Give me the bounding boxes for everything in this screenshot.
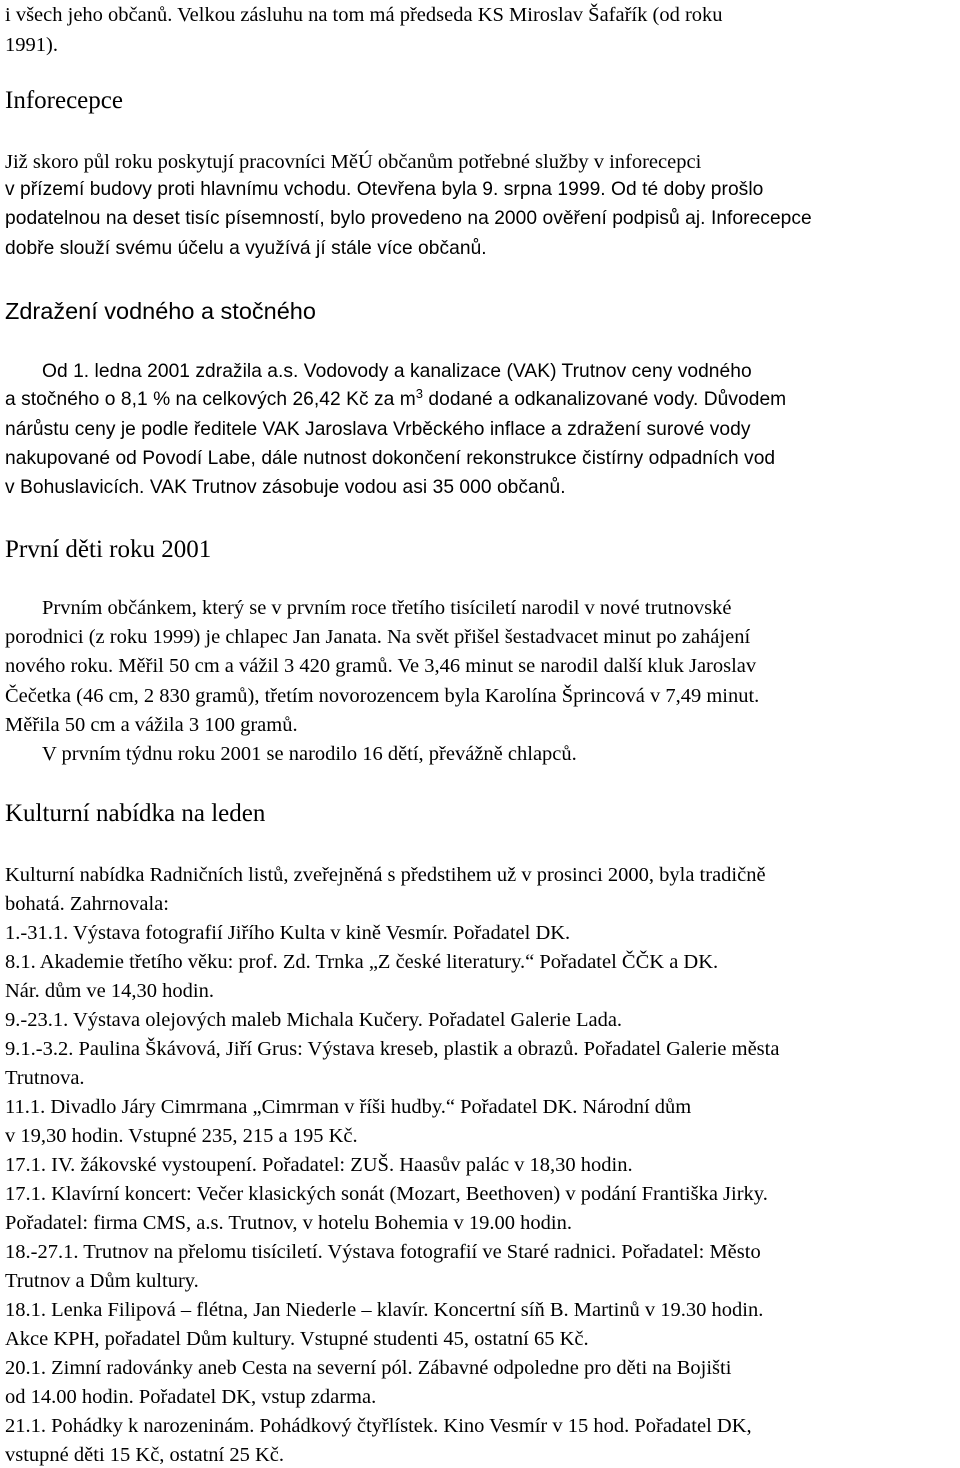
event-line: 17.1. Klavírní koncert: Večer klasických sonát (Mozart, Beethoven) v podání Františka Jirky.	[5, 1183, 768, 1205]
event-line: 20.1. Zimní radovánky aneb Cesta na severní pól. Zábavné odpoledne pro děti na Bojišti	[5, 1357, 732, 1379]
event-line: 18.-27.1. Trutnov na přelomu tisíciletí. Výstava fotografií ve Staré radnici. Pořadatel: Město	[5, 1241, 761, 1263]
text-span: dodané a odkanalizované vody. Důvodem	[423, 389, 787, 410]
event-line: 9.-23.1. Výstava olejových maleb Michala Kučery. Pořadatel Galerie Lada.	[5, 1009, 623, 1031]
event-line: v 19,30 hodin. Vstupné 235, 215 a 195 Kč.	[5, 1125, 358, 1147]
paragraph-line: Již skoro půl roku poskytují pracovníci MěÚ občanům potřebné služby v inforecepci	[5, 151, 702, 173]
event-line: 17.1. IV. žákovské vystoupení. Pořadatel: ZUŠ. Haasův palác v 18,30 hodin.	[5, 1154, 633, 1176]
paragraph-line: v přízemí budovy proti hlavnímu vchodu. Otevřena byla 9. srpna 1999. Od té doby prošlo	[5, 179, 764, 200]
event-line: Nár. dům ve 14,30 hodin.	[5, 980, 214, 1002]
paragraph-line: Čečetka (46 cm, 2 830 gramů), třetím novorozencem byla Karolína Šprincová v 7,49 minut.	[5, 685, 760, 707]
event-line: 1.-31.1. Výstava fotografií Jiřího Kulta v kině Vesmír. Pořadatel DK.	[5, 922, 571, 944]
paragraph-line: Od 1. ledna 2001 zdražila a.s. Vodovody a kanalizace (VAK) Trutnov ceny vodného	[42, 361, 752, 382]
paragraph-line: podatelnou na deset tisíc písemností, bylo provedeno na 2000 ověření podpisů aj. Inforecepce	[5, 208, 812, 229]
event-line: Akce KPH, pořadatel Dům kultury. Vstupné studenti 45, ostatní 65 Kč.	[5, 1328, 589, 1350]
event-line: Pořadatel: firma CMS, a.s. Trutnov, v hotelu Bohemia v 19.00 hodin.	[5, 1212, 572, 1234]
event-line: 21.1. Pohádky k narozeninám. Pohádkový čtyřlístek. Kino Vesmír v 15 hod. Pořadatel DK,	[5, 1415, 752, 1437]
paragraph-line: Prvním občánkem, který se v prvním roce třetího tisíciletí narodil v nové trutnovské	[42, 597, 732, 619]
superscript: 3	[415, 386, 424, 401]
paragraph-line: bohatá. Zahrnovala:	[5, 893, 169, 915]
paragraph-line: nakupované od Povodí Labe, dále nutnost dokončení rekonstrukce čistírny odpadních vod	[5, 448, 776, 469]
event-line: od 14.00 hodin. Pořadatel DK, vstup zdarma.	[5, 1386, 377, 1408]
event-line: 11.1. Divadlo Járy Cimrmana „Cimrman v říši hudby.“ Pořadatel DK. Národní dům	[5, 1096, 692, 1118]
intro-line: i všech jeho občanů. Velkou zásluhu na tom má předseda KS Miroslav Šafařík (od roku	[5, 4, 723, 26]
event-line: 18.1. Lenka Filipová – flétna, Jan Niederle – klavír. Koncertní síň B. Martinů v 19.30 hodin.	[5, 1299, 764, 1321]
event-line: vstupné děti 15 Kč, ostatní 25 Kč.	[5, 1444, 284, 1466]
event-line: 8.1. Akademie třetího věku: prof. Zd. Trnka „Z české literatury.“ Pořadatel ČČK a DK.	[5, 951, 719, 973]
paragraph-line: V prvním týdnu roku 2001 se narodilo 16 dětí, převážně chlapců.	[42, 743, 577, 765]
event-line: 9.1.-3.2. Paulina Škávová, Jiří Grus: Výstava kreseb, plastik a obrazů. Pořadatel Galerie města	[5, 1038, 780, 1060]
paragraph-line: Měřila 50 cm a vážila 3 100 gramů.	[5, 714, 298, 736]
paragraph-line: dobře slouží svému účelu a využívá jí stále více občanů.	[5, 238, 487, 259]
paragraph-line: Kulturní nabídka Radničních listů, zveřejněná s předstihem už v prosinci 2000, byla tradičně	[5, 864, 766, 886]
section-heading-kulturni: Kulturní nabídka na leden	[5, 800, 266, 827]
intro-line: 1991).	[5, 34, 58, 56]
section-heading-inforecepce: Inforecepce	[5, 87, 123, 114]
paragraph-line	[5, 388, 786, 412]
event-line: Trutnov a Dům kultury.	[5, 1270, 199, 1292]
paragraph-line: porodnici (z roku 1999) je chlapec Jan Janata. Na svět přišel šestadvacet minut po zahájení	[5, 626, 751, 648]
section-heading-prvni-deti: První děti roku 2001	[5, 536, 212, 563]
section-heading-zdrazeni: Zdražení vodného a stočného	[5, 298, 316, 324]
text-span: a stočného o 8,1 % na celkových 26,42 Kč za m	[5, 389, 416, 410]
paragraph-line: v Bohuslavicích. VAK Trutnov zásobuje vodou asi 35 000 občanů.	[5, 477, 566, 498]
paragraph-line: nárůstu ceny je podle ředitele VAK Jaroslava Vrběckého inflace a zdražení surové vody	[5, 419, 751, 440]
paragraph-line: nového roku. Měřil 50 cm a vážil 3 420 gramů. Ve 3,46 minut se narodil další kluk Jaroslav	[5, 655, 757, 677]
event-line: Trutnova.	[5, 1067, 85, 1089]
